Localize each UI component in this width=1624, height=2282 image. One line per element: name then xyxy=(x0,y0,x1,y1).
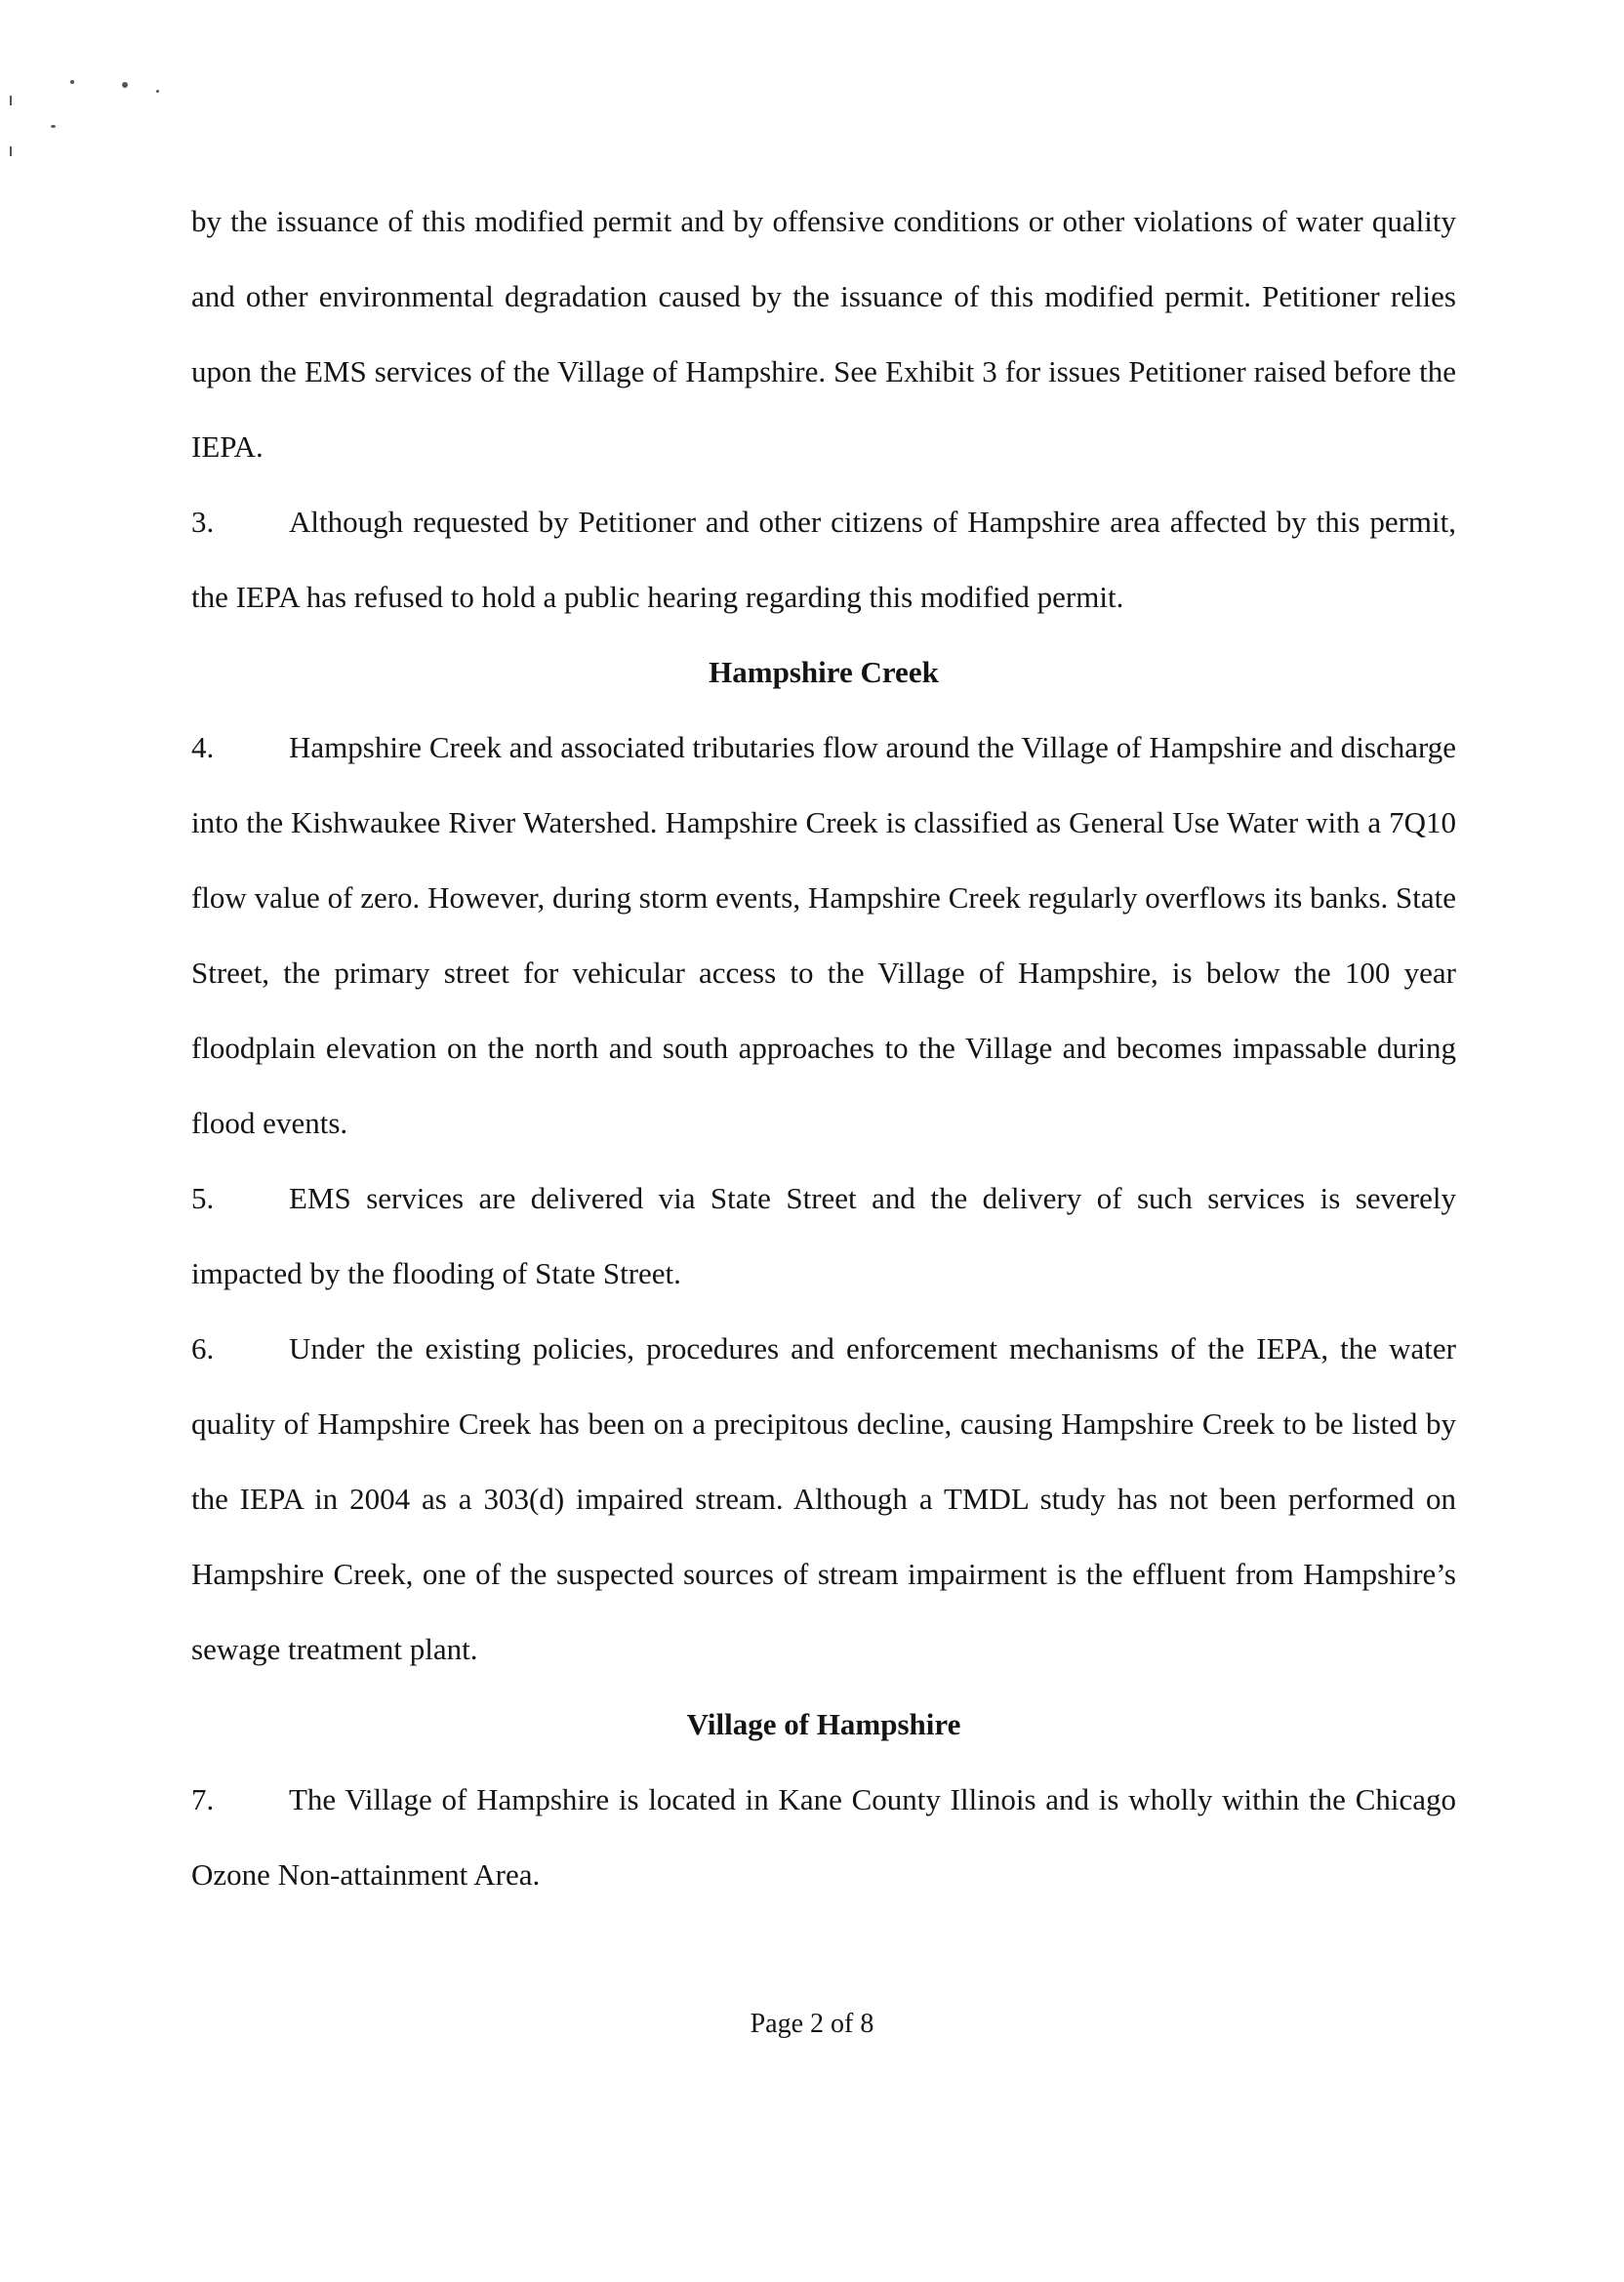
paragraph-number: 6. xyxy=(191,1331,215,1365)
paragraph-number: 7. xyxy=(191,1782,215,1816)
paragraph-text: Hampshire Creek and associated tributaries flow around the Village of Hampshire and discharge into the Kishwaukee River Watershed. Hampshire Creek is classified as General Use Water with a 7Q10 flow value of zero. However, during storm events, Hampshire Creek regularly overflows its banks. State Street, the primary street for vehicular access to the Village of Hampshire, is below the 100 year floodplain elevation on the north and south approaches to the Village and becomes impassable during flood events. xyxy=(191,730,1456,1140)
scan-speck xyxy=(70,80,74,84)
section-heading-village-of-hampshire: Village of Hampshire xyxy=(686,1707,961,1741)
paragraph-3 xyxy=(191,484,1456,634)
paragraph-text: The Village of Hampshire is located in Kane County Illinois and is wholly within the Chicago Ozone Non-attainment Area. xyxy=(191,1782,1456,1892)
paragraph-number: 3. xyxy=(191,505,215,539)
paragraph-number: 4. xyxy=(191,730,215,764)
page-footer: Page 2 of 8 xyxy=(750,2009,874,2039)
paragraph-number: 5. xyxy=(191,1181,215,1215)
continuation-paragraph: by the issuance of this modified permit and by offensive conditions or other violations of water quality and other environmental degradation caused by the issuance of this modified permit. Petitioner relies upon the EMS services of the Village of Hampshire. See Exhibit 3 for issues Petitioner raised before the IEPA. xyxy=(191,204,1456,464)
paragraph-5 xyxy=(191,1161,1456,1311)
scan-speck xyxy=(122,82,128,88)
paragraph-text: Although requested by Petitioner and other citizens of Hampshire area affected by this permit, the IEPA has refused to hold a public hearing regarding this modified permit. xyxy=(191,505,1456,614)
scan-speck xyxy=(156,90,159,93)
scan-speck xyxy=(51,125,56,128)
paragraph-4 xyxy=(191,710,1456,1161)
paragraph-text: Under the existing policies, procedures and enforcement mechanisms of the IEPA, the water quality of Hampshire Creek has been on a precipitous decline, causing Hampshire Creek to be listed by the IEPA in 2004 as a 303(d) impaired stream. Although a TMDL study has not been performed on Hampshire Creek, one of the suspected sources of stream impairment is the effluent from Hampshire’s sewage treatment plant. xyxy=(191,1331,1456,1666)
paragraph-7 xyxy=(191,1762,1456,1912)
scan-speck xyxy=(10,146,12,156)
scan-speck xyxy=(10,96,12,105)
document-body xyxy=(191,183,1456,1912)
paragraph-text: EMS services are delivered via State Street and the delivery of such services is severely impacted by the flooding of State Street. xyxy=(191,1181,1456,1290)
section-heading-hampshire-creek: Hampshire Creek xyxy=(709,655,939,689)
paragraph-6 xyxy=(191,1311,1456,1687)
